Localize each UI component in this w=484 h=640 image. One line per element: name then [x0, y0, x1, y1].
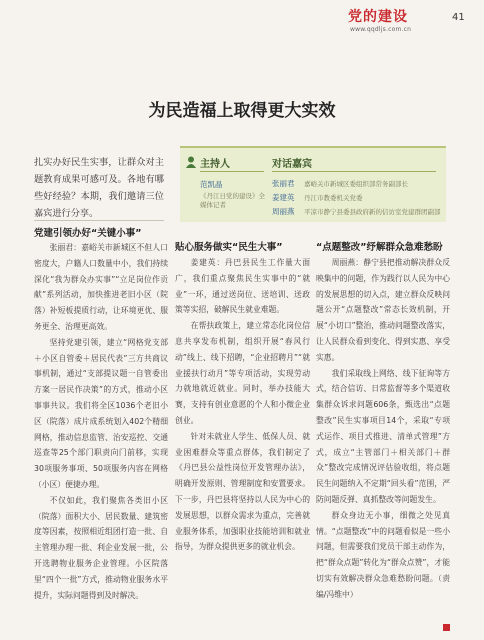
column-rule	[34, 220, 164, 221]
paragraph: 姜建英：丹巴县民生工作量大面广，我们重点聚焦民生实事中的“就业”一环，通过送岗位、送培训、送政策等实招，破解民生就业难题。	[175, 258, 310, 315]
paragraph: 坚持党建引领，建立“网格党支部＋小区自管委＋居民代表”三方共商议事机制，通过“支部提议题一自管委出方案一居民作决策”的方式，推动小区事事共议。我们将全区1036个老旧小区（院落）成片成系统划入402个精细网格，推动信息监管、治安巡控、交通巡查等25个部门职责向门前移，实现30项服务事项、50项服务内容在网格（小区）便捷办理。	[34, 337, 168, 489]
column-3-heading: “点题整改”纾解群众急难愁盼	[316, 242, 443, 253]
paragraph: 在帮扶政策上，建立常态化岗位信息共享发布机制，组织开展“春风行动”线上、线下招聘，“企业招聘月”“就业援扶行动月”等专项活动，实现劳动力就地就近就业。同时，举办技能大赛，支持有创业意愿的个人和小微企业创业。	[175, 321, 310, 425]
guest-name: 张丽君	[272, 179, 295, 188]
intro-text: 扎实办好民生实事，让群众对主题教育成果可感可及。各地有哪些好经验？本期，我们邀请三位嘉宾进行分享。	[34, 157, 164, 219]
column-1-heading: 党建引领办好“关键小事”	[34, 228, 142, 239]
paragraph: 周丽燕：静宁县把推动解决群众反映集中的问题，作为践行以人民为中心的发展思想的切入点，建立群众反映问题公开“点题整改”常态长效机制，开展“小切口”整治，推动问题整改落实，让人民群众看到变化、得到实惠、享受实惠。	[316, 258, 450, 362]
guest-desc: 嘉峪关市新城区委组织部常务副部长	[304, 180, 408, 188]
guest-desc: 丹江市教委机关党委	[304, 194, 363, 202]
page-number: 41	[452, 12, 465, 23]
column-1-body	[34, 240, 168, 632]
logo-url: www.qqdljs.com.cn	[350, 26, 412, 33]
column-3-body	[316, 255, 450, 632]
paragraph: 针对未就业人学生、低保人员、就业困难群众等重点群体，我们制定了《丹巴县公益性岗位开发管理办法》，明确开发原则、管理制度和安置要求。下一步，丹巴县将坚持以人民为中心的发展思想，以群众需求为重点，完善就业服务体系，加强职业技能培训和就业指导，为群众提供更多的就业机会。	[175, 431, 310, 552]
guest-name: 姜建英	[272, 193, 295, 202]
guests-divider	[272, 171, 436, 172]
host-desc: 《丹江日党的建设》全媒体记者	[200, 192, 265, 209]
paragraph: 群众身边无小事，细微之处见真情。“点题整改”中的问题看似是一些小问题，但需要我们党员干部主动作为，把“群众点题”转化为“群众点赞”，才能切实有效解决群众急难愁盼问题。（责编/冯维中）	[316, 510, 450, 599]
host-divider	[200, 171, 264, 172]
column-2-body	[175, 255, 310, 632]
guest-name: 周丽燕	[272, 207, 295, 216]
guests-label: 对话嘉宾	[272, 159, 312, 170]
host-label: 主持人	[200, 159, 230, 170]
user-icon	[186, 156, 196, 168]
article-title: 为民造福上取得更大实效	[148, 101, 336, 121]
host-name: 范凯晶	[200, 180, 223, 189]
participants-box	[180, 146, 446, 222]
column-2-heading: 贴心服务做实“民生大事”	[175, 242, 283, 253]
paragraph: 我们采取线上网络、线下征询等方式，结合信访、日常监督等多个渠道收集群众诉求问题606条，甄选出“点题整改”民生实事项目14个，采取“专项式运作、项目式推进、清单式管理”方式，成立“主管部门＋相关部门＋群众”整改完成情况评估验收组，将点题民生问题纳入不定期“回头看”范围，严防问题反弹、真抓整改等问题发生。	[316, 368, 450, 504]
article-end-mark	[443, 624, 450, 631]
logo-text: 党的建设	[348, 9, 408, 25]
magazine-logo	[338, 6, 436, 40]
guest-desc: 平凉市静宁县委县政府新的信访室党建群团副部	[304, 208, 441, 216]
paragraph: 张丽君：嘉峪关市新城区不但人口密度大，户籍人口数量中小，我们持续深化“我为群众办实事”“立足岗位作贡献”系列活动，加快推进老旧小区（院落）补短板提质行动，让环境更优、服务更全、治理更高效。	[34, 243, 168, 331]
paragraph: 不仅如此，我们聚焦各类旧小区（院落）面积大小、居民数量、建筑密度等因素，按照相近组团打造一批、自主管理办理一批、利企业发展一批，公开选聘物业服务企业管理。小区院落里“四个一批”方式，推动物业服务水平提升，实际问题得到及时解决。	[34, 495, 168, 600]
